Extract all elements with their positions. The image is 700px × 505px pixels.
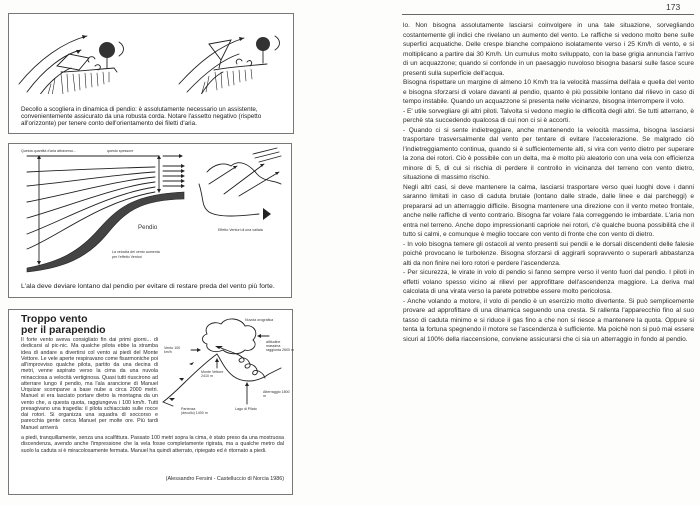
label-speed-line2: per l'effetto Venturi <box>112 255 142 259</box>
cliff-takeoff-illustration <box>9 14 293 94</box>
cloud-shape <box>203 319 256 354</box>
story-body-part1: Il forte vento aveva consigliato fin dai primi giorni... di dedicarsi al pic-nic. Ma qualche pilota ebbe la stramba idea di andare a divertirsi col vento ai piedi del Monte Vettore. Le vele aperte respiravano come fisarmoniche poi all'improvviso qualche pilota, partito da una decina di metri, venne aspirato verso la cima da una nuvola minacciosa a velocità vertiginosa. Quasi tutti riuscirono ad atterrare lungo il pendio, ma l'ala arancione di Manuel Urquizar scomparve a base nube a circa 2000 metri. Manuel si era lasciato portare dietro la montagna da un vento che, a questa quota, raggiungeva i 100 km/h. Tutti presagivano una tragedia: il pilota schiacciato sulle rocce dai rotori. Si organizza una squadra di soccorso e parecchia gente cerca Manuel per molte ore. Più tardi Manuel arriverà <box>21 337 158 431</box>
paragraph: Negli altri casi, si deve mantenere la calma, lasciarsi trasportare verso quei luoghi dove i danni saranno limitati in caso di caduta brutale (lontano dalle strade, dalle linee e dai parcheggi) e prepararsi ad un atterraggio difficile. Bisogna mantenere una direzione con il vento meteo frontale, anche nelle raffiche di vento contrario. Bisogna far volare l'ala correggendo le imbardate. L'aria non entra nel terreno. Anche dopo impressionanti capriole nei rotori, c'è qualche buona possibilità che il tutto si calmi, e comunque è meglio toccare con vento di fronte che con vento di dietro. <box>403 183 694 238</box>
label-wind-speed: Vento 100 km/h <box>164 346 181 355</box>
label-thickness: questo spessore <box>107 149 134 153</box>
label-start: Partenza (decollo) 1400 m <box>181 407 208 416</box>
label-air-quantity: Questa quantità d'aria attraverso... <box>21 149 77 153</box>
venturi-caption: L'ala deve deviare lontano dal pendio per evitare di restare preda del vento più forte. <box>21 283 275 290</box>
figure-venturi-effect <box>8 143 292 298</box>
header-rule <box>402 14 694 15</box>
paragraph: - In volo bisogna temere gli ostacoli al vento presenti sui pendii e le dorsali discendenti delle falesie poichè provocano le turbolenze. Bisogna sforzarsi di aggirarli sopravvento o superarli abbastanza alti da non finire nei loro rotori e perdere l'ascendenza. <box>403 240 694 267</box>
venturi-slope-diagram <box>9 144 293 279</box>
label-orographic-cloud: Nuvola orografica <box>245 318 274 322</box>
story-credit: (Alessandro Fersini - Castelluccio di Norcia 1986) <box>165 476 284 482</box>
paragraph: - E' utile sorvegliare gli altri piloti. Talvolta si vedono meglio le difficoltà degli altri. Se tutti atterrano, è perchè sta succedendo qualcosa di cui non ci si è accorti. <box>403 107 694 124</box>
paragraph: - Quando ci si sente indietreggiare, anche mantenendo la velocità massima, bisogna lasciarsi trasportare trasversalmente dal vento per tentare di evitare l'accelerazione. Se malgrado ciò l'indietreggiamento continua, quando si è sufficientemente alti, si vira con vento dietro per superare la zona dei rotori. Ciò è possibile con un delta, ma è molto più aleatorio con una vela con efficienza minore di 5, di cui si rischia di perdere il controllo in vicinanza del terreno con vento dietro, situazione di massimo rischio. <box>403 126 694 181</box>
label-landing: Atterraggio 1800 m <box>263 390 290 399</box>
label-slope: Pendio <box>138 224 158 231</box>
body-text-column <box>403 21 694 344</box>
label-lake: Lago di Pilato <box>235 407 257 411</box>
paragraph: Bisogna rispettare un margine di almeno 10 Km/h tra la velocità massima dell'ala e quella del vento e bisogna sforzarsi di volare davanti al pendio, quanto è più possibile lontano dal rilievo in caso di tempo instabile. Quando un acquazzone si presenta nelle vicinanze, bisogna interrompere il volo. <box>403 79 694 105</box>
page-number: 173 <box>666 2 681 12</box>
takeoff-sketch-left <box>19 35 124 94</box>
takeoff-sketch-right <box>179 36 280 94</box>
label-speed-line1: La velocità del vento aumenta <box>112 250 160 254</box>
label-peak: Monte Vettore 2410 m <box>201 370 224 379</box>
label-valley-venturi: Effetto Venturi di una vallata <box>218 228 263 232</box>
story-box <box>8 309 293 495</box>
paragraph: - Per sicurezza, le virate in volo di pendio si fanno sempre verso il vento fuori dal pendio. I piloti in effetti volano spesso vicino ai rilievi per approfittare dell'ascendenza maggiore. La deriva mal calcolata di una virata verso la parete potrebbe essere molto pericolosa. <box>403 269 694 295</box>
story-title-line1: Troppo vento <box>21 313 88 325</box>
story-title-line2: per il parapendio <box>21 324 106 336</box>
label-max-altitude: altitudine massima raggiunta 2600 m <box>266 340 294 353</box>
paragraph: lo. Non bisogna assolutamente lasciarsi coinvolgere in una tale situazione, sorvegliando costantemente gli indici che rivelano un aumento del vento. Le raffiche si vedono molto bene sulle superfici acquatiche. Delle crespe bianche compaiono isolatamente verso i 25 Km/h di vento, e si moltiplicano a partire dai 30 Km/h. Un cumulus molto sviluppato, con la base grigia annuncia l'arrivo di un acquazzone; quando si confonde in un paesaggio nuvoloso bisogna basarsi sulle fasce scure presenti sulla superficie dell'acqua. <box>403 22 694 77</box>
story-title <box>21 314 161 336</box>
paragraph: - Anche volando a motore, il volo di pendio è un esercizio molto divertente. Si può semplicemente provare ad approfittare di una dinamica seguendo una cresta. Si rallenta l'apparecchio fino al suo tasso di caduta minimo e si riduce il gas fino a che non si riesce a mantenere la quota. Oppure si tenta la fortuna spegnendo il motore se l'ascendenza è sufficiente. Ma poichè non si può mai essere sicuri al 100% della riaccensione, conviene assicurarsi che ci sia un atterraggio in fondo al pendio. <box>403 297 694 343</box>
cliff-takeoff-caption: Decollo a scogliera in dinamica di pendio: è assolutamente necessario un assistente, convenientemente assicurato da una robusta corda. Notare l'assetto negativo (rispetto all'orizzonte) per tenere conto dell'orientamento dei filetti d'aria. <box>21 106 262 128</box>
figure-cliff-takeoff <box>8 13 294 134</box>
valley-venturi-sketch <box>199 148 281 220</box>
story-body-part2: a piedi, tranquillamente, senza una scalfittura. Passato 100 metri sopra la cima, è stato preso da una mostruosa discendenza, avendo anche l'impressione che la vela fosse completamente rigirata, ma a qualche metro dal suolo la caduta si è miracolosamente fermata. Manuel ha quindi atterrato, ripiegato ed è ritornato a piedi. <box>21 435 284 454</box>
